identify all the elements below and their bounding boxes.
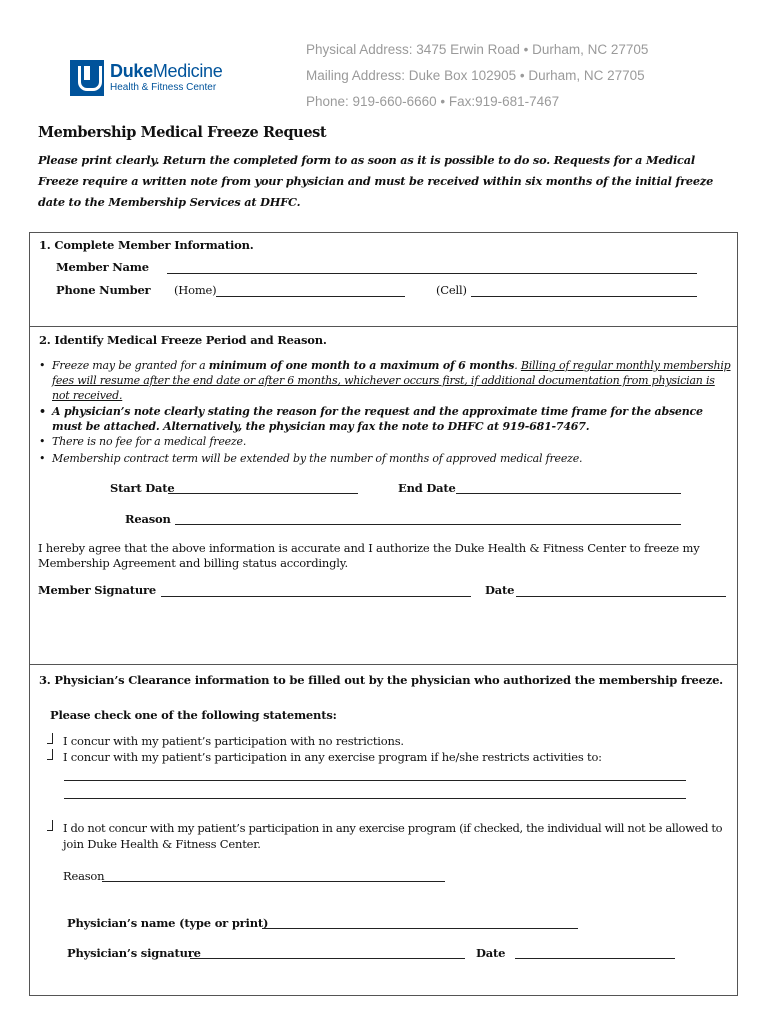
physician-signature-label: Physician’s signature <box>67 946 201 960</box>
agreement-text: I hereby agree that the above information is accurate and I authorize the Duke Health & Fitness Center to freeze my Membership Agreement and billing status accordingly. <box>38 541 700 570</box>
mailing-address: Mailing Address: Duke Box 102905 • Durham, NC 27705 <box>306 68 645 83</box>
signature-date-field[interactable] <box>516 596 726 597</box>
option-not-concur-cont: join Duke Health & Fitness Center. <box>63 837 261 851</box>
section-member-information <box>29 232 738 327</box>
section-freeze-period <box>29 326 738 665</box>
section-physician-clearance <box>29 664 738 996</box>
option-with-restrictions: I concur with my patient’s participation in any exercise program if he/she restricts activities to: <box>63 750 602 764</box>
check-instruction: Please check one of the following statements: <box>50 708 337 722</box>
member-signature-field[interactable] <box>161 596 471 597</box>
bullet-freeze-duration: • Freeze may be granted for a minimum of one month to a maximum of 6 months. Billing of regular monthly membership fees will resume after the end date or after 6 months, whichever occurs first, if additional documentation from physician is not received. <box>52 358 732 403</box>
restrictions-line-1[interactable] <box>64 780 686 781</box>
physician-name-label: Physician’s name (type or print) <box>67 916 269 930</box>
restrictions-line-2[interactable] <box>64 798 686 799</box>
section1-heading: 1. Complete Member Information. <box>39 238 254 252</box>
physician-reason-field[interactable] <box>102 881 445 882</box>
cell-phone-label: (Cell) <box>436 283 467 297</box>
phone-number-label: Phone Number <box>56 283 151 297</box>
option-not-concur: I do not concur with my patient’s participation in any exercise program (if checked, the individual will not be allowed to <box>63 821 723 835</box>
cell-phone-field[interactable] <box>471 296 697 297</box>
end-date-label: End Date <box>398 481 456 495</box>
checkbox-no-restrictions[interactable] <box>47 733 53 744</box>
member-signature-label: Member Signature <box>38 583 157 597</box>
member-name-label: Member Name <box>56 260 149 274</box>
physician-date-label: Date <box>476 946 506 960</box>
bullet-no-fee: • There is no fee for a medical freeze. <box>52 434 732 449</box>
reason-field[interactable] <box>175 524 681 525</box>
signature-date-label: Date <box>485 583 515 597</box>
end-date-field[interactable] <box>456 493 681 494</box>
section2-heading: 2. Identify Medical Freeze Period and Reason. <box>39 333 327 347</box>
logo-subtitle: Health & Fitness Center <box>110 82 217 93</box>
duke-shield-icon <box>70 60 104 96</box>
physician-date-field[interactable] <box>515 958 675 959</box>
home-phone-field[interactable] <box>216 296 405 297</box>
logo-title: DukeMedicine <box>110 61 223 81</box>
phone-fax: Phone: 919-660-6660 • Fax:919-681-7467 <box>306 94 560 109</box>
bullet-physician-note: • A physician’s note clearly stating the reason for the request and the approximate time frame for the absence must be attached. Alternatively, the physician may fax the note to DHFC at 919-681-7467. <box>52 404 732 434</box>
form-title: Membership Medical Freeze Request <box>38 124 327 141</box>
physician-reason-label: Reason <box>63 869 105 883</box>
physician-signature-field[interactable] <box>190 958 465 959</box>
checkbox-not-concur[interactable] <box>47 820 53 831</box>
start-date-field[interactable] <box>168 493 358 494</box>
bullet-contract-extension: • Membership contract term will be extended by the number of months of approved medical freeze. <box>52 451 732 466</box>
physician-name-field[interactable] <box>262 928 578 929</box>
physical-address: Physical Address: 3475 Erwin Road • Durham, NC 27705 <box>306 42 649 57</box>
section3-heading: 3. Physician’s Clearance information to be filled out by the physician who authorized the membership freeze. <box>39 673 723 687</box>
home-phone-label: (Home) <box>174 283 217 297</box>
option-no-restrictions: I concur with my patient’s participation with no restrictions. <box>63 734 404 748</box>
checkbox-with-restrictions[interactable] <box>47 749 53 760</box>
start-date-label: Start Date <box>110 481 175 495</box>
reason-label: Reason <box>125 512 171 526</box>
duke-medicine-logo <box>70 60 240 98</box>
form-intro: Please print clearly. Return the completed form to as soon as it is possible to do so. Requests for a Medical Freeze require a written note from your physician and must be received within six months of the initial freeze date to the Membership Services at DHFC. <box>38 153 714 209</box>
member-name-field[interactable] <box>167 273 697 274</box>
